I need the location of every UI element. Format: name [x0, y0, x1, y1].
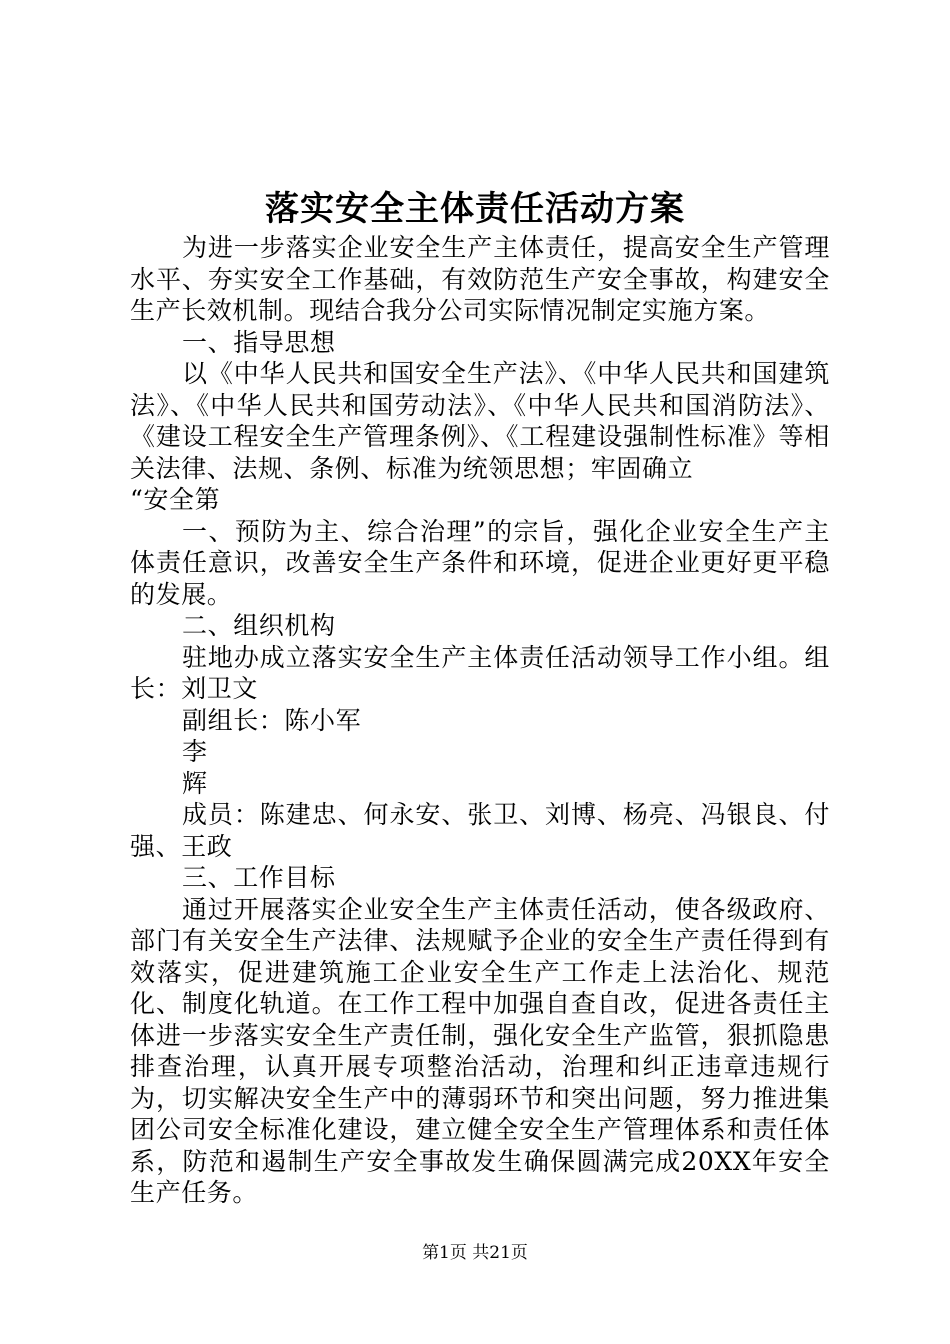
guiding-ideology-purpose-paragraph: 一、预防为主、综合治理”的宗旨，强化企业安全生产主体责任意识，改善安全生产条件和环境，促进企业更好更平稳的发展。 [130, 516, 830, 609]
section-heading-guiding-ideology: 一、指导思想 [182, 327, 336, 357]
work-goals-paragraph: 通过开展落实企业安全生产主体责任活动，使各级政府、部门有关安全生产法律、法规赋予企业的安全生产责任得到有效落实，促进建筑施工企业安全生产工作走上法治化、规范化、制度化轨道。在工作工程中加强自查自改，促进各责任主体进一步落实安全生产责任制，强化安全生产监管，狠抓隐患排查治理，认真开展专项整治活动，治理和纠正违章违规行为，切实解决安全生产中的薄弱环节和突出问题，努力推进集团公司安全标准化建设，建立健全安全生产管理体系和责任体系，防范和遏制生产安全事故发生确保圆满完成20XX年安全生产任务。 [130, 894, 830, 1207]
deputy-leader-name-line-1: 李 [182, 737, 208, 766]
intro-paragraph: 为进一步落实企业安全生产主体责任，提高安全生产管理水平、夯实安全工作基础，有效防范生产安全事故，构建安全生产长效机制。现结合我分公司实际情况制定实施方案。 [130, 233, 830, 325]
deputy-leader-name-line-2: 辉 [182, 768, 208, 798]
page-number-footer: 第1页 共21页 [422, 1243, 528, 1263]
guiding-ideology-paragraph: 以《中华人民共和国安全生产法》、《中华人民共和国建筑法》、《中华人民共和国劳动法》、《中华人民共和国消防法》、《建设工程安全生产管理条例》、《工程建设强制性标准》等相关法律、法规、条例、标准为统领思想；牢固确立 [130, 359, 830, 483]
section-heading-organization: 二、组织机构 [182, 611, 336, 640]
document-title: 落实安全主体责任活动方案 [265, 189, 685, 229]
section-heading-work-goals: 三、工作目标 [182, 863, 336, 892]
document-body [130, 232, 830, 1209]
deputy-leader-line: 副组长：陈小军 [182, 705, 362, 735]
members-paragraph: 成员：陈建忠、何永安、张卫、刘博、杨亮、冯银良、付强、王政 [130, 800, 830, 861]
guiding-ideology-continuation: “安全第 [130, 485, 221, 514]
organization-leader-paragraph: 驻地办成立落实安全生产主体责任活动领导工作小组。组长：刘卫文 [130, 642, 830, 703]
